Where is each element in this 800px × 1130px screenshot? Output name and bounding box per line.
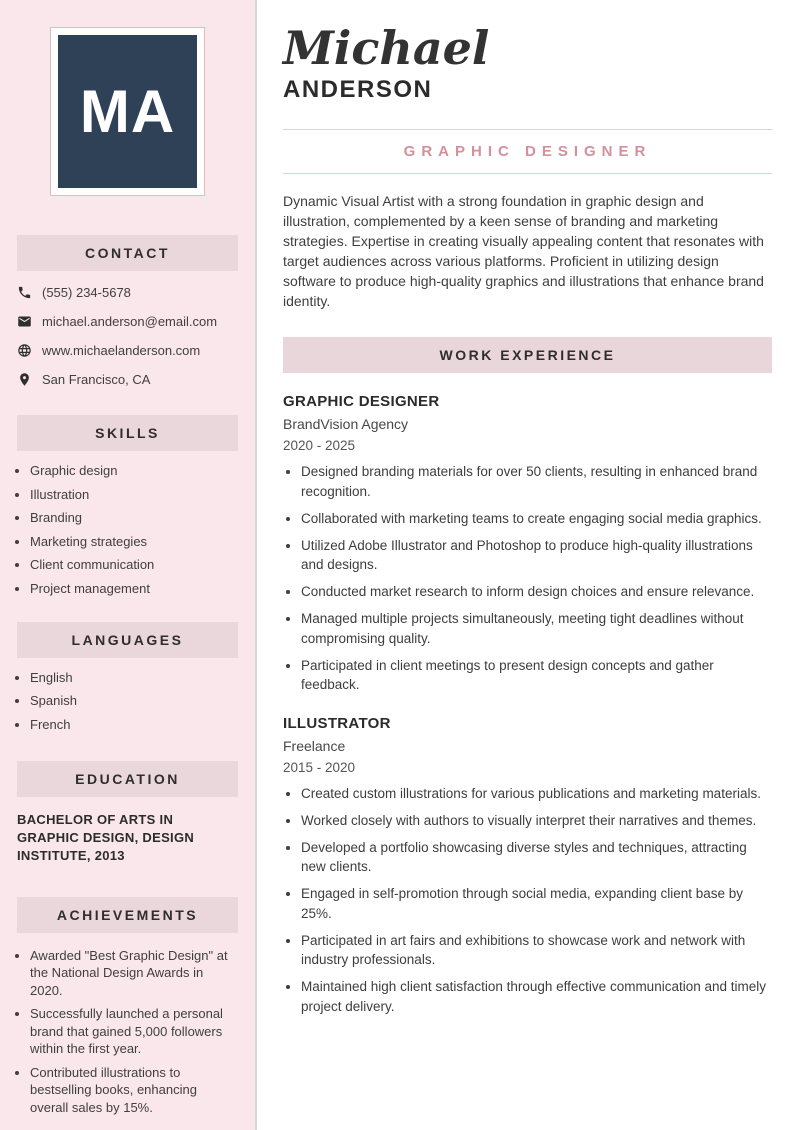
job-bullet: • Engaged in self-promotion through social media, expanding client base by 25%.: [301, 884, 772, 923]
job-bullet: • Maintained high client satisfaction through effective communication and timely project delivery.: [301, 977, 772, 1016]
education-section-title: EDUCATION: [75, 770, 180, 787]
website-url: www.michaelanderson.com: [42, 342, 201, 358]
location-icon: [17, 372, 32, 387]
language-item: • English: [30, 670, 238, 686]
title-divider-top: [283, 129, 772, 130]
job-bullet: • Worked closely with authors to visually interpret their narratives and themes.: [301, 811, 772, 831]
job-bullet: • Utilized Adobe Illustrator and Photoshop to produce high-quality illustrations and designs.: [301, 536, 772, 575]
work-experience-title: WORK EXPERIENCE: [439, 347, 616, 363]
job-entry-2: [283, 715, 772, 1017]
contact-row-website: [17, 342, 238, 358]
job-role: GRAPHIC DESIGNER: [283, 393, 440, 410]
job-bullet: • Managed multiple projects simultaneously, meeting tight deadlines without compromising quality.: [301, 609, 772, 648]
contact-row-location: [17, 371, 238, 387]
skill-item: • Branding: [30, 510, 238, 526]
skills-section-title: SKILLS: [95, 425, 160, 441]
job-company: Freelance: [283, 737, 346, 754]
skills-section-header: [17, 415, 238, 451]
sidebar: [0, 0, 257, 1130]
skill-item: • Client communication: [30, 557, 238, 573]
achievements-section-title: ACHIEVEMENTS: [56, 906, 199, 923]
languages-list: [17, 670, 238, 733]
skills-list: [17, 463, 238, 597]
first-name: Michael: [283, 21, 490, 75]
language-item: • French: [30, 717, 238, 733]
achievements-list: [17, 947, 238, 1117]
languages-section-header: [17, 622, 238, 658]
monogram-frame: [50, 27, 205, 196]
job-bullets: [283, 462, 772, 695]
last-name: ANDERSON: [283, 76, 433, 103]
job-role: ILLUSTRATOR: [283, 714, 391, 732]
page-title: GRAPHIC DESIGNER: [403, 143, 652, 160]
job-bullet: • Designed branding materials for over 50 clients, resulting in enhanced brand recognition.: [301, 462, 772, 501]
location-text: San Francisco, CA: [42, 371, 151, 387]
monogram-initials: MA: [79, 78, 176, 145]
job-bullet: • Developed a portfolio showcasing diverse styles and techniques, attracting new clients.: [301, 838, 772, 877]
achievement-item: • Awarded "Best Graphic Design" at the National Design Awards in 2020.: [30, 947, 238, 1000]
languages-section-title: LANGUAGES: [71, 631, 184, 648]
skill-item: • Project management: [30, 581, 238, 597]
contact-section-header: [17, 235, 238, 271]
skill-item: • Marketing strategies: [30, 534, 238, 550]
achievement-item: • Successfully launched a personal brand that gained 5,000 followers within the first year.: [30, 1005, 238, 1058]
globe-icon: [17, 343, 32, 358]
job-company: BrandVision Agency: [283, 416, 409, 432]
achievement-item: • Contributed illustrations to bestselling books, enhancing overall sales by 15%.: [30, 1064, 238, 1117]
email-address: michael.anderson@email.com: [42, 313, 218, 329]
education-degree: BACHELOR OF ARTS IN GRAPHIC DESIGN, DESIGN INSTITUTE, 2013: [17, 811, 195, 863]
job-entry-1: [283, 393, 772, 695]
job-bullet: • Created custom illustrations for various publications and marketing materials.: [301, 784, 772, 804]
main-content: [257, 0, 800, 1130]
job-dates: 2015 - 2020: [283, 759, 356, 775]
contact-row-email: [17, 313, 238, 329]
job-bullets: [283, 784, 772, 1017]
contact-list: [17, 284, 238, 387]
achievements-section-header: [17, 897, 238, 933]
phone-number: (555) 234-5678: [42, 284, 131, 300]
skill-item: • Graphic design: [30, 463, 238, 479]
email-icon: [17, 314, 32, 329]
work-experience-header: [283, 337, 772, 373]
job-dates: 2020 - 2025: [283, 438, 356, 453]
contact-row-phone: [17, 284, 238, 300]
job-bullet: • Participated in client meetings to present design concepts and gather feedback.: [301, 656, 772, 695]
job-bullet: • Conducted market research to inform design choices and ensure relevance.: [301, 582, 772, 602]
skill-item: • Illustration: [30, 487, 238, 503]
phone-icon: [17, 285, 32, 300]
education-section-header: [17, 761, 238, 797]
job-bullet: • Participated in art fairs and exhibitions to showcase work and network with industry professionals.: [301, 931, 772, 970]
language-item: • Spanish: [30, 693, 238, 709]
job-bullet: • Collaborated with marketing teams to create engaging social media graphics.: [301, 509, 772, 529]
contact-section-title: CONTACT: [85, 245, 170, 261]
profile-summary: Dynamic Visual Artist with a strong foundation in graphic design and illustration, complemented by a keen sense of branding and marketing strategies. Expertise in creating visually appealing content that resonates with target audiences across various platforms. Proficient in utilizing design software to produce high-quality graphics and illustrations that enhance brand identity.: [283, 193, 764, 309]
title-divider-bottom: [283, 173, 772, 174]
monogram-box: [58, 35, 197, 188]
